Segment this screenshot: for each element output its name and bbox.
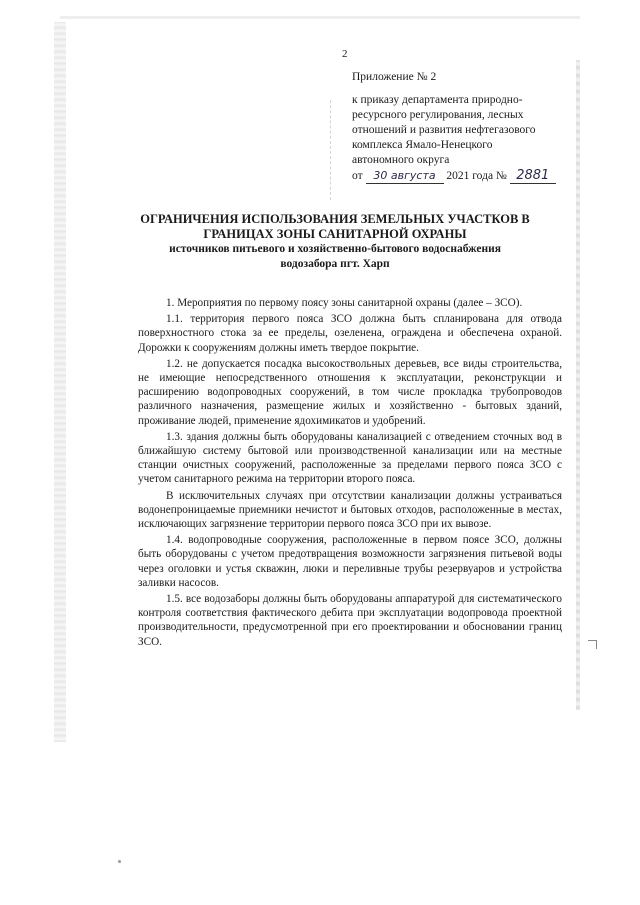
page-number: 2 [342,48,348,60]
paragraph-1-4: 1.4. водопроводные сооружения, расположенные в первом поясе ЗСО, должны быть оборудованы с учетом предотвращения возможности загрязнения питьевой воды через оголовки и устья скважин, люки и переливные трубы резервуаров и устройства заливки насосов. [138,534,562,589]
heading-line-2: ГРАНИЦАХ ЗОНЫ САНИТАРНОЙ ОХРАНЫ [203,227,467,241]
paragraph-1-5: 1.5. все водозаборы должны быть оборудованы аппаратурой для систематического контроля соответствия фактического дебита при эксплуатации водопровода проектной производительности, предусмотренной при его проектировании и обосновании границ ЗСО. [138,593,562,648]
scan-edge-top [60,16,580,19]
year-text: 2021 года № [446,170,507,182]
document-heading [120,212,550,272]
appendix-block [352,70,556,184]
scan-corner-mark [588,640,597,649]
heading-line-4: водозабора пгт. Харп [280,258,390,270]
paragraph-1-3: 1.3. здания должны быть оборудованы канализацией с отведением сточных вод в ближайшую систему бытовой или производственной канализации или на местные станции очистных сооружений, расположенные за пределами первого пояса ЗСО с учетом санитарного режима на территории второго пояса. [138,430,562,486]
appendix-line: комплекса Ямало-Ненецкого [352,139,493,151]
paragraph-exceptional-cases: В исключительных случаях при отсутствии канализации должны устраиваться водонепроницаемые приемники нечистот и бытовых отходов, расположенные в местах, исключающих загрязнение территории первого пояса ЗСО при их вывозе. [138,489,562,531]
appendix-line: ресурсного регулирования, лесных [352,109,524,121]
appendix-line: к приказу департамента природно- [352,94,523,106]
heading-line-3: источников питьевого и хозяйственно-бытового водоснабжения [169,243,501,255]
appendix-date-line [352,168,556,184]
paragraph-1: 1. Мероприятия по первому поясу зоны санитарной охраны (далее – ЗСО). [166,297,523,309]
paragraph-1-2: 1.2. не допускается посадка высокоствольных деревьев, все виды строительства, не имеющие непосредственного отношения к эксплуатации, реконструкции и расширению водопроводных сооружений, в том числе прокладка трубопроводов различного назначения, размещение жилых и хозяйственно - бытовых зданий, проживание людей, применение ядохимикатов и удобрений. [138,357,562,427]
handwritten-date: 30 августа [366,168,444,184]
handwritten-number: 2881 [510,168,556,184]
date-prefix: от [352,170,363,182]
appendix-title: Приложение № 2 [352,71,437,83]
appendix-line: автономного округа [352,154,450,166]
scan-speck [118,860,121,863]
appendix-line: отношений и развития нефтегазового [352,124,536,136]
document-body [138,296,562,649]
paragraph-1-1: 1.1. территория первого пояса ЗСО должна быть спланирована для отвода поверхностного стока за ее пределы, озеленена, ограждена и обеспечена охраной. Дорожки к сооружениям должны иметь твердое покрытие. [138,313,562,354]
heading-line-1: ОГРАНИЧЕНИЯ ИСПОЛЬЗОВАНИЯ ЗЕМЕЛЬНЫХ УЧАСТКОВ В [140,212,530,226]
scan-edge-right [576,60,580,710]
scan-edge-left [54,22,66,742]
